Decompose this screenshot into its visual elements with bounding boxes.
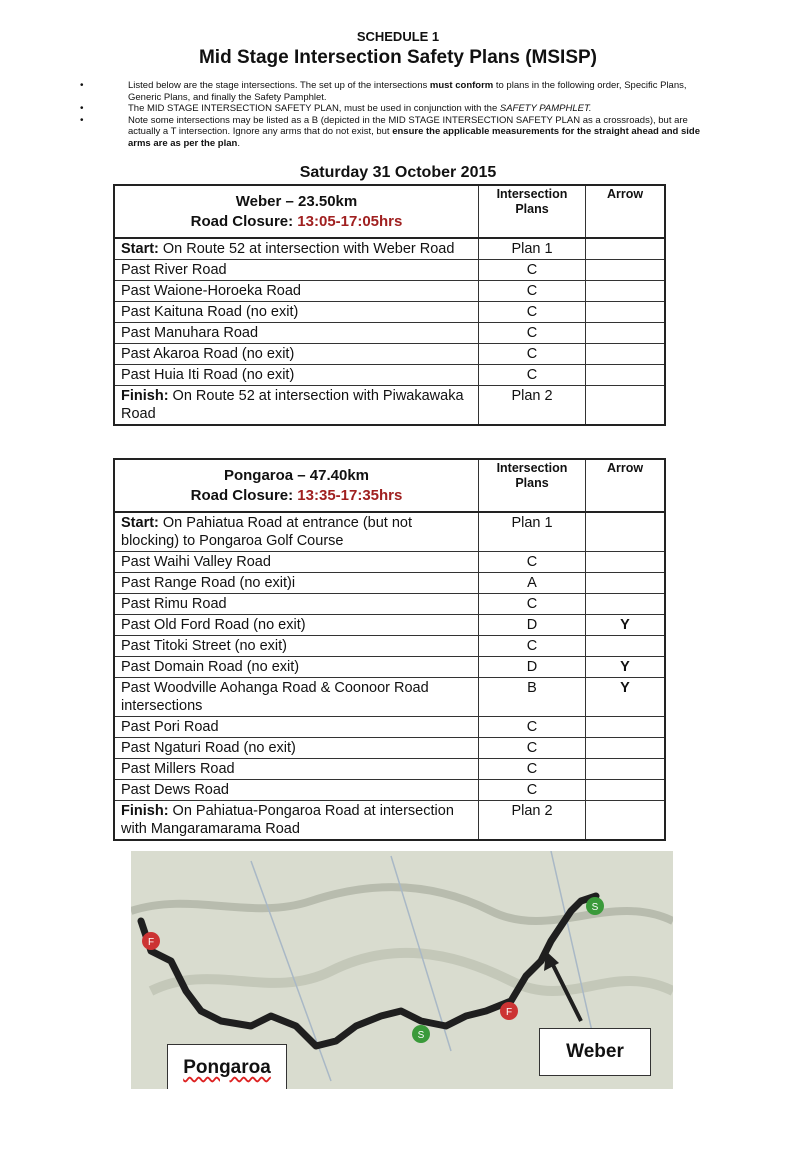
intersection-description: Past Pori Road: [114, 717, 479, 738]
stage-title-cell: [114, 185, 479, 238]
start-marker: [412, 1025, 430, 1043]
intersection-arrow: [586, 238, 666, 260]
intersection-description: Past Millers Road: [114, 759, 479, 780]
column-header-arrow: Arrow: [586, 459, 666, 512]
road-closure-time: 13:35-17:35hrs: [297, 486, 403, 504]
intersection-arrow: [586, 512, 666, 552]
intersection-plan: D: [479, 615, 586, 636]
instruction-list: [80, 80, 720, 149]
intersection-description: Past Manuhara Road: [114, 323, 479, 344]
intersection-row: [114, 281, 665, 302]
stage-title-cell: [114, 459, 479, 512]
stage-name: Weber – 23.50km: [235, 192, 358, 210]
intersection-plan: C: [479, 636, 586, 657]
intersection-arrow: Y: [586, 615, 666, 636]
intersection-arrow: [586, 759, 666, 780]
instruction-item: • The MID STAGE INTERSECTION SAFETY PLAN, must be used in conjunction with the SAFETY PAMPHLET.: [80, 103, 720, 115]
intersection-description: Past Ngaturi Road (no exit): [114, 738, 479, 759]
intersection-description: Past Range Road (no exit)i: [114, 573, 479, 594]
intersection-description: Past River Road: [114, 260, 479, 281]
intersection-arrow: [586, 717, 666, 738]
intersection-plan: C: [479, 738, 586, 759]
intersection-arrow: [586, 386, 666, 426]
intersection-plan: Plan 1: [479, 512, 586, 552]
map-label-weber: Weber: [539, 1028, 651, 1076]
intersection-row: [114, 738, 665, 759]
intersection-description: Past Rimu Road: [114, 594, 479, 615]
intersection-plan: D: [479, 657, 586, 678]
intersection-plan: Plan 1: [479, 238, 586, 260]
intersection-description: Past Kaituna Road (no exit): [114, 302, 479, 323]
intersection-plan: C: [479, 365, 586, 386]
intersection-row: [114, 302, 665, 323]
map-label-pongaroa: Pongaroa: [167, 1044, 287, 1089]
intersection-arrow: [586, 344, 666, 365]
start-marker: [586, 897, 604, 915]
intersection-description: Past Woodville Aohanga Road & Coonoor Road intersections: [114, 678, 479, 717]
route-map: [131, 851, 673, 1089]
intersection-arrow: [586, 552, 666, 573]
intersection-plan: C: [479, 759, 586, 780]
svg-text:S: S: [591, 902, 599, 913]
intersection-plan: C: [479, 552, 586, 573]
svg-text:F: F: [147, 937, 155, 948]
stage-header-row: [114, 185, 665, 238]
intersection-row: [114, 573, 665, 594]
road-closure-time: 13:05-17:05hrs: [297, 212, 403, 230]
event-date: Saturday 31 October 2015: [299, 164, 497, 181]
stage-table-pongaroa: [113, 458, 666, 841]
intersection-plan: C: [479, 323, 586, 344]
intersection-arrow: [586, 260, 666, 281]
intersection-description: Past Akaroa Road (no exit): [114, 344, 479, 365]
intersection-description: Past Old Ford Road (no exit): [114, 615, 479, 636]
intersection-plan: B: [479, 678, 586, 717]
column-header-plans: Intersection Plans: [479, 459, 586, 512]
column-header-arrow: Arrow: [586, 185, 666, 238]
intersection-description: Past Domain Road (no exit): [114, 657, 479, 678]
intersection-row: [114, 238, 665, 260]
intersection-plan: Plan 2: [479, 801, 586, 841]
intersection-row: [114, 365, 665, 386]
intersection-plan: A: [479, 573, 586, 594]
intersection-plan: C: [479, 260, 586, 281]
finish-marker: [142, 932, 160, 950]
intersection-row: [114, 657, 665, 678]
intersection-description: Past Dews Road: [114, 780, 479, 801]
intersection-arrow: [586, 738, 666, 759]
intersection-arrow: Y: [586, 657, 666, 678]
intersection-arrow: [586, 281, 666, 302]
intersection-row: [114, 615, 665, 636]
intersection-row: [114, 759, 665, 780]
intersection-row: [114, 594, 665, 615]
intersection-arrow: [586, 302, 666, 323]
intersection-arrow: [586, 636, 666, 657]
intersection-description: Finish: On Pahiatua-Pongaroa Road at intersection with Mangaramarama Road: [114, 801, 479, 841]
intersection-row: [114, 636, 665, 657]
intersection-description: Past Titoki Street (no exit): [114, 636, 479, 657]
intersection-description: Finish: On Route 52 at intersection with Piwakawaka Road: [114, 386, 479, 426]
intersection-plan: C: [479, 344, 586, 365]
intersection-arrow: [586, 323, 666, 344]
intersection-arrow: [586, 801, 666, 841]
svg-text:F: F: [505, 1007, 513, 1018]
intersection-description: Start: On Pahiatua Road at entrance (but not blocking) to Pongaroa Golf Course: [114, 512, 479, 552]
stage-name: Pongaroa – 47.40km: [223, 466, 370, 484]
intersection-arrow: [586, 780, 666, 801]
intersection-arrow: Y: [586, 678, 666, 717]
intersection-plan: C: [479, 281, 586, 302]
intersection-row: [114, 386, 665, 426]
intersection-arrow: [586, 573, 666, 594]
intersection-row: [114, 344, 665, 365]
intersection-row: [114, 260, 665, 281]
intersection-row: [114, 780, 665, 801]
stage-table-weber: [113, 184, 666, 426]
intersection-row: [114, 678, 665, 717]
svg-text:S: S: [417, 1030, 425, 1041]
road-closure: Road Closure: 13:05-17:05hrs: [190, 212, 403, 230]
intersection-description: Past Waihi Valley Road: [114, 552, 479, 573]
intersection-description: Past Huia Iti Road (no exit): [114, 365, 479, 386]
intersection-plan: C: [479, 594, 586, 615]
intersection-plan: C: [479, 717, 586, 738]
intersection-description: Start: On Route 52 at intersection with Weber Road: [114, 238, 479, 260]
intersection-plan: C: [479, 780, 586, 801]
intersection-row: [114, 323, 665, 344]
intersection-row: [114, 512, 665, 552]
intersection-row: [114, 552, 665, 573]
instruction-item: • Listed below are the stage intersections. The set up of the intersections must conform to plans in the following order, Specific Plans, Generic Plans, and finally the Safety Pamphlet.: [80, 80, 720, 103]
intersection-plan: Plan 2: [479, 386, 586, 426]
stage-header-row: [114, 459, 665, 512]
intersection-description: Past Waione-Horoeka Road: [114, 281, 479, 302]
intersection-row: [114, 801, 665, 841]
column-header-plans: Intersection Plans: [479, 185, 586, 238]
intersection-plan: C: [479, 302, 586, 323]
intersection-arrow: [586, 594, 666, 615]
schedule-heading: SCHEDULE 1: [356, 29, 440, 44]
road-closure: Road Closure: 13:35-17:35hrs: [190, 486, 403, 504]
intersection-arrow: [586, 365, 666, 386]
document-title: Mid Stage Intersection Safety Plans (MSISP): [198, 47, 598, 68]
finish-marker: [500, 1002, 518, 1020]
instruction-item: • Note some intersections may be listed as a B (depicted in the MID STAGE INTERSECTION SAFETY PLAN as a crossroads), but are actually a T intersection. Ignore any arms that do not exist, but ensure the applicable measurements for the straight ahead and side arms are as per the plan.: [80, 115, 720, 150]
intersection-row: [114, 717, 665, 738]
